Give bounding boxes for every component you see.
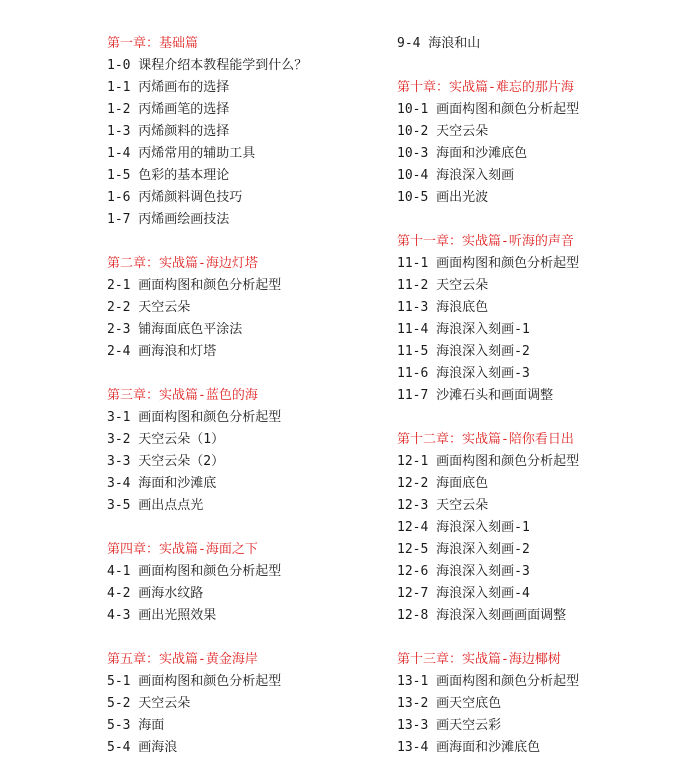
lesson-item: 2-4 画海浪和灯塔 [107,344,217,359]
lesson-item: 10-1 画面构图和颜色分析起型 [397,102,580,117]
toc-left-column [107,33,307,759]
lesson-item: 3-3 天空云朵（2） [107,454,225,469]
lesson-item: 4-1 画面构图和颜色分析起型 [107,564,282,579]
lesson-item: 12-7 海浪深入刻画-4 [397,586,530,601]
lesson-item: 5-3 海面 [107,718,165,733]
lesson-item: 10-5 画出光波 [397,190,489,205]
chapter-heading: 第五章：实战篇-黄金海岸 [107,652,258,667]
chapter-heading: 第四章：实战篇-海面之下 [107,542,258,557]
section-spacer [397,627,579,649]
lesson-item: 5-2 天空云朵 [107,696,191,711]
lesson-item: 1-3 丙烯颜料的选择 [107,124,230,139]
lesson-item: 12-3 天空云朵 [397,498,489,513]
lesson-item: 1-4 丙烯常用的辅助工具 [107,146,256,161]
lesson-item: 13-2 画天空底色 [397,696,502,711]
lesson-item: 5-4 画海浪 [107,740,178,755]
chapter-heading: 第十二章：实战篇-陪你看日出 [397,432,574,447]
lesson-item: 13-4 画海面和沙滩底色 [397,740,541,755]
lesson-item: 4-2 画海水纹路 [107,586,204,601]
lesson-item: 2-3 铺海面底色平涂法 [107,322,243,337]
lesson-item: 4-3 画出光照效果 [107,608,217,623]
lesson-item: 11-1 画面构图和颜色分析起型 [397,256,580,271]
toc-right-column [397,33,579,759]
lesson-item: 12-1 画面构图和颜色分析起型 [397,454,580,469]
lesson-item: 1-2 丙烯画笔的选择 [107,102,230,117]
lesson-item: 12-8 海浪深入刻画画面调整 [397,608,567,623]
lesson-item: 11-3 海浪底色 [397,300,489,315]
lesson-item: 11-2 天空云朵 [397,278,489,293]
lesson-item: 12-4 海浪深入刻画-1 [397,520,530,535]
lesson-item: 2-2 天空云朵 [107,300,191,315]
chapter-heading: 第三章：实战篇-蓝色的海 [107,388,258,403]
lesson-item: 1-6 丙烯颜料调色技巧 [107,190,243,205]
section-spacer [107,627,307,649]
section-spacer [397,209,579,231]
lesson-item: 3-4 海面和沙滩底 [107,476,217,491]
lesson-item: 5-1 画面构图和颜色分析起型 [107,674,282,689]
lesson-item: 3-5 画出点点光 [107,498,204,513]
chapter-heading: 第十三章：实战篇-海边椰树 [397,652,561,667]
lesson-item: 12-6 海浪深入刻画-3 [397,564,530,579]
lesson-item: 12-5 海浪深入刻画-2 [397,542,530,557]
chapter-heading: 第十章：实战篇-难忘的那片海 [397,80,574,95]
lesson-item: 3-1 画面构图和颜色分析起型 [107,410,282,425]
chapter-heading: 第一章：基础篇 [107,36,199,51]
lesson-item: 11-5 海浪深入刻画-2 [397,344,530,359]
lesson-item: 10-2 天空云朵 [397,124,489,139]
lesson-item: 11-7 沙滩石头和画面调整 [397,388,554,403]
lesson-item: 3-2 天空云朵（1） [107,432,225,447]
lesson-item: 10-4 海浪深入刻画 [397,168,515,183]
chapter-heading: 第十一章：实战篇-听海的声音 [397,234,574,249]
chapter-heading: 第二章：实战篇-海边灯塔 [107,256,258,271]
lesson-item: 11-6 海浪深入刻画-3 [397,366,530,381]
lesson-item: 13-3 画天空云彩 [397,718,502,733]
lesson-item: 10-3 海面和沙滩底色 [397,146,528,161]
section-spacer [397,407,579,429]
lesson-item: 2-1 画面构图和颜色分析起型 [107,278,282,293]
lesson-item: 1-0 课程介绍本教程能学到什么？ [107,58,308,73]
section-spacer [107,363,307,385]
lesson-item: 11-4 海浪深入刻画-1 [397,322,530,337]
section-spacer [397,55,579,77]
lesson-item: 1-7 丙烯画绘画技法 [107,212,230,227]
lesson-item: 1-1 丙烯画布的选择 [107,80,230,95]
lesson-item: 12-2 海面底色 [397,476,489,491]
lesson-item: 13-1 画面构图和颜色分析起型 [397,674,580,689]
section-spacer [107,231,307,253]
lesson-item: 1-5 色彩的基本理论 [107,168,230,183]
lesson-item: 9-4 海浪和山 [397,36,481,51]
section-spacer [107,517,307,539]
